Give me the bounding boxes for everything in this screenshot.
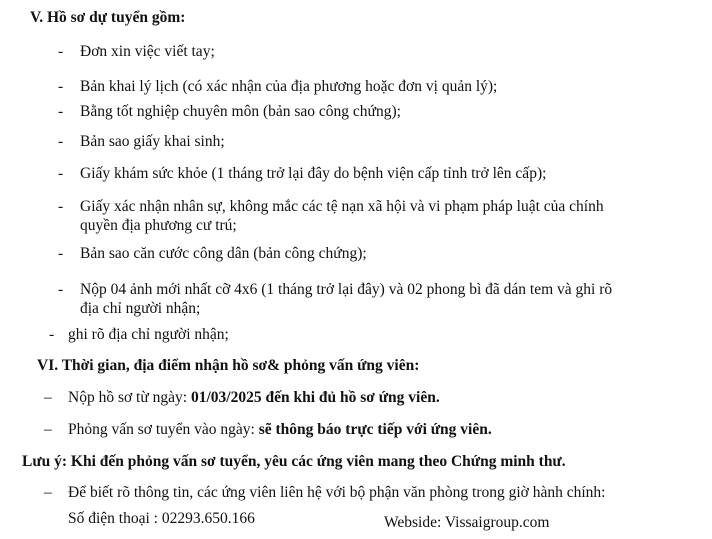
list-item: Đơn xin việc viết tay; (80, 43, 215, 60)
list-item: Bằng tốt nghiệp chuyên môn (bản sao công chứng); (80, 103, 401, 120)
bullet-dash: - (58, 165, 64, 182)
list-item: Giấy khám sức khỏe (1 tháng trở lại đây do bệnh viện cấp tỉnh trở lên cấp); (80, 165, 547, 182)
bullet-dash: - (58, 103, 64, 120)
phone-number: Số điện thoại : 02293.650.166 (68, 510, 255, 527)
website: Webside: Vissaigroup.com (384, 514, 550, 531)
list-item (68, 420, 492, 439)
list-item (68, 388, 440, 407)
list-item: Bản sao giấy khai sinh; (80, 133, 225, 150)
list-item: Bản sao căn cước công dân (bản công chứng); (80, 245, 367, 262)
list-item: Nộp 04 ảnh mới nhất cỡ 4x6 (1 tháng trở lại đây) và 02 phong bì đã dán tem và ghi rõ (80, 281, 613, 298)
section-vi-title: VI. Thời gian, địa điểm nhận hồ sơ& phỏng vấn ứng viên: (37, 357, 420, 374)
bullet-dash: - (58, 281, 64, 298)
bullet-dash: – (44, 484, 52, 501)
bullet-dash: - (58, 133, 64, 150)
bullet-dash: – (44, 421, 52, 438)
section-v-title: V. Hồ sơ dự tuyển gồm: (30, 9, 186, 26)
bullet-dash: - (58, 43, 64, 60)
bullet-dash: - (58, 245, 64, 262)
interview-suffix: sẽ thông báo trực tiếp với ứng viên. (258, 421, 492, 438)
list-item: Bản khai lý lịch (có xác nhận của địa phương hoặc đơn vị quản lý); (80, 78, 498, 95)
list-item: ghi rõ địa chỉ người nhận; (68, 326, 229, 343)
bullet-dash: - (49, 326, 55, 343)
submission-suffix: đến khi đủ hồ sơ ứng viên. (261, 389, 440, 406)
submission-date: 01/03/2025 (190, 389, 262, 406)
bullet-dash: - (58, 78, 64, 95)
list-item-continuation: địa chỉ người nhận; (80, 300, 201, 317)
note-text: Lưu ý: Khi đến phỏng vấn sơ tuyển, yêu các ứng viên mang theo Chứng minh thư. (22, 453, 566, 470)
contact-line: Để biết rõ thông tin, các ứng viên liên hệ với bộ phận văn phòng trong giờ hành chính: (68, 484, 606, 501)
list-item: Giấy xác nhận nhân sự, không mắc các tệ nạn xã hội và vi phạm pháp luật của chính (80, 198, 604, 215)
list-item-continuation: quyền địa phương cư trú; (80, 217, 237, 234)
interview-prefix: Phỏng vấn sơ tuyển vào ngày: (68, 421, 259, 438)
bullet-dash: – (44, 389, 52, 406)
bullet-dash: - (58, 198, 64, 215)
submission-prefix: Nộp hồ sơ từ ngày: (68, 389, 191, 406)
